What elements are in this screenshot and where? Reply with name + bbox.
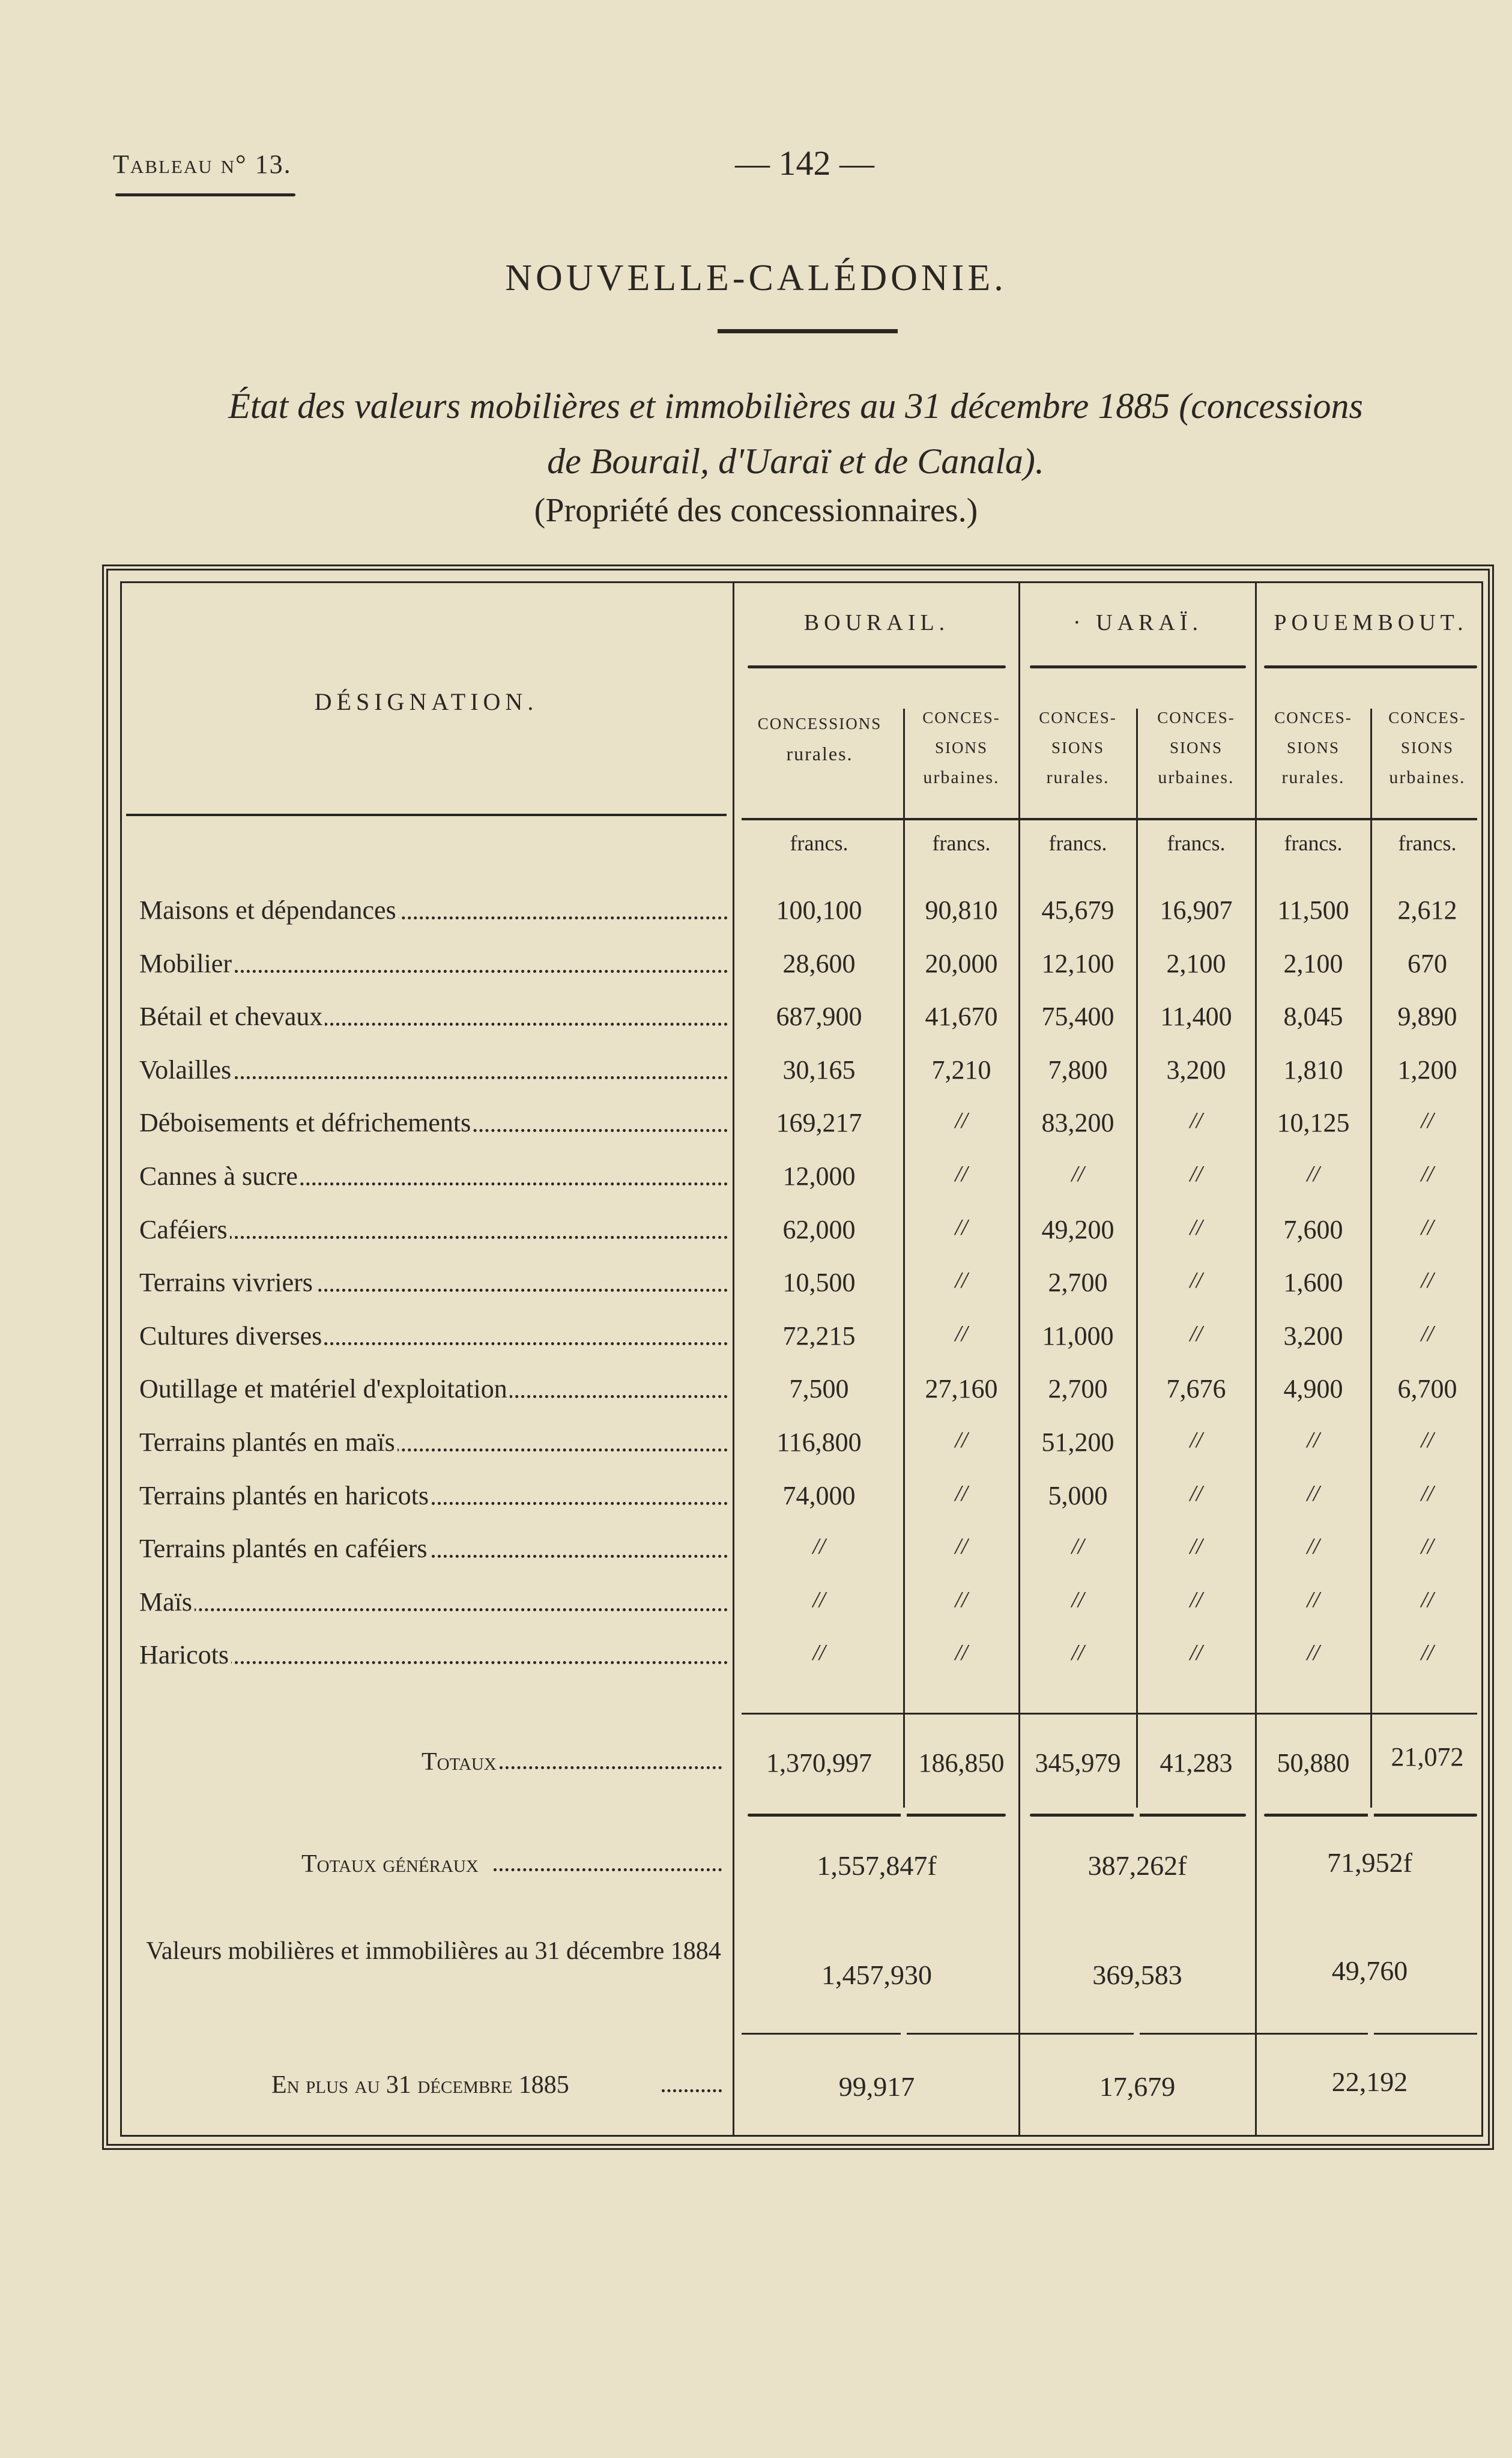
row-value: 83,200: [1041, 1108, 1114, 1137]
row-label: Terrains vivriers: [139, 1267, 728, 1298]
row-value: 7,800: [1048, 1055, 1108, 1085]
subtitle-note: (Propriété des concessionnaires.): [534, 492, 978, 529]
row-value: 4,900: [1283, 1374, 1343, 1403]
row-value: //: [1071, 1161, 1084, 1187]
row-value: //: [1071, 1587, 1084, 1612]
row-label: Outillage et matériel d'exploitation: [139, 1373, 728, 1404]
row-label: Caféiers: [139, 1214, 728, 1245]
row-value: 10,125: [1277, 1108, 1350, 1137]
row-value: 1,810: [1283, 1055, 1343, 1085]
row-value: 20,000: [925, 949, 998, 978]
row-value: //: [1190, 1215, 1203, 1240]
totaux-value: 186,850: [918, 1748, 1005, 1778]
row-value: //: [812, 1640, 826, 1665]
group-header-bourail: BOURAIL.: [803, 610, 950, 635]
row-value: //: [1421, 1108, 1434, 1133]
row-value: 3,200: [1283, 1321, 1343, 1351]
row-value: //: [955, 1108, 968, 1133]
row-value: 12,000: [782, 1161, 856, 1191]
en-plus-pouembout: 22,192: [1331, 2066, 1408, 2097]
row-label: Terrains plantés en caféiers: [139, 1533, 728, 1564]
uarai-pouembout-divider: [1255, 583, 1257, 2135]
en-plus-uarai: 17,679: [1099, 2071, 1176, 2102]
row-value: 2,700: [1048, 1374, 1108, 1403]
row-label: Haricots: [139, 1639, 728, 1670]
row-value: //: [955, 1427, 968, 1453]
subheader-uarai-urbaines: CONCES- SIONS urbaines.: [1157, 709, 1235, 787]
row-value: 45,679: [1041, 895, 1114, 925]
row-value: 11,500: [1277, 895, 1349, 925]
group-header-uarai: · UARAÏ.: [1073, 610, 1203, 635]
row-label: Cultures diverses: [139, 1321, 728, 1351]
bourail-total-brace: [748, 1814, 1006, 1817]
row-value: 7,210: [931, 1055, 991, 1085]
row-label: Volailles: [139, 1055, 728, 1085]
totaux-value: 1,370,997: [766, 1748, 872, 1778]
totaux-value: 21,072: [1391, 1742, 1464, 1772]
row-value: //: [1421, 1587, 1434, 1612]
unit-label: francs.: [1048, 831, 1107, 855]
subheader-uarai-rurales: CONCES- SIONS rurales.: [1039, 709, 1117, 787]
row-value: //: [1307, 1481, 1320, 1506]
row-value: //: [1421, 1161, 1434, 1187]
totaux-generaux-bourail: 1,557,847f: [817, 1850, 937, 1881]
page-number: — 142 —: [735, 144, 874, 183]
bourail-brace: [748, 665, 1006, 668]
row-value: 7,676: [1166, 1374, 1226, 1403]
row-value: //: [1421, 1427, 1434, 1453]
row-value: //: [955, 1534, 968, 1559]
row-value: //: [1071, 1534, 1084, 1559]
row-value: 8,045: [1283, 1002, 1343, 1031]
row-value: 11,000: [1042, 1321, 1114, 1351]
row-value: //: [1307, 1161, 1320, 1187]
header-bottom-rule-values: [742, 818, 1477, 820]
en-plus-label: En plus au 31 décembre 1885: [139, 2071, 728, 2099]
row-value: //: [1071, 1640, 1084, 1665]
table-number: Tableau n° 13.: [113, 150, 292, 179]
row-value: //: [955, 1481, 968, 1506]
header-rule: [115, 193, 295, 196]
title-rule: [718, 329, 898, 333]
row-value: //: [1307, 1534, 1320, 1559]
row-label: Déboisements et défrichements: [139, 1107, 728, 1138]
row-value: 2,100: [1166, 949, 1226, 978]
row-value: 10,500: [782, 1268, 856, 1297]
row-value: //: [1190, 1161, 1203, 1187]
row-value: //: [955, 1587, 968, 1612]
row-value: 1,600: [1283, 1268, 1343, 1297]
row-value: 9,890: [1397, 1002, 1457, 1031]
group-header-pouembout: POUEMBOUT.: [1274, 610, 1468, 635]
row-value: 1,200: [1397, 1055, 1457, 1085]
row-value: 90,810: [925, 895, 998, 925]
row-label: Maisons et dépendances: [139, 895, 728, 925]
row-value: //: [1421, 1640, 1434, 1665]
row-value: //: [955, 1268, 968, 1293]
row-value: //: [955, 1640, 968, 1665]
document-title: NOUVELLE-CALÉDONIE.: [505, 258, 1007, 298]
totaux-generaux-label: Totaux généraux: [139, 1850, 728, 1878]
row-value: 2,612: [1397, 895, 1457, 925]
unit-label: francs.: [1284, 831, 1343, 855]
row-value: 27,160: [925, 1374, 998, 1403]
row-value: 16,907: [1160, 895, 1233, 925]
row-value: //: [1421, 1534, 1434, 1559]
document-subtitle: [150, 378, 1441, 489]
row-value: //: [1190, 1268, 1203, 1293]
row-value: 74,000: [782, 1481, 856, 1510]
unit-label: francs.: [790, 831, 848, 855]
totaux-value: 345,979: [1035, 1748, 1121, 1778]
row-value: 2,700: [1048, 1268, 1108, 1297]
row-value: //: [1190, 1534, 1203, 1559]
row-label: Cannes à sucre: [139, 1161, 728, 1191]
designation-header: DÉSIGNATION.: [314, 688, 539, 715]
row-value: 28,600: [782, 949, 856, 978]
unit-label: francs.: [1167, 831, 1226, 855]
row-value: 72,215: [782, 1321, 856, 1351]
row-value: 11,400: [1160, 1002, 1232, 1031]
bourail-uarai-divider: [1018, 583, 1020, 2135]
subtitle-line-1: État des valeurs mobilières et immobilières au 31 décembre 1885 (concessions: [228, 386, 1363, 426]
row-value: //: [1190, 1587, 1203, 1612]
unit-label: francs.: [932, 831, 991, 855]
valeurs-1884-label: Valeurs mobilières et immobilières au 31 décembre 1884: [146, 1937, 721, 1965]
row-value: //: [1190, 1481, 1203, 1506]
row-value: 75,400: [1041, 1002, 1114, 1031]
row-label: Bétail et chevaux: [139, 1001, 728, 1032]
row-value: //: [1190, 1108, 1203, 1133]
row-value: //: [955, 1161, 968, 1187]
row-value: 687,900: [776, 1002, 862, 1031]
row-value: 116,800: [776, 1427, 862, 1457]
row-value: //: [1421, 1481, 1434, 1506]
row-value: 7,500: [789, 1374, 849, 1403]
row-value: 2,100: [1283, 949, 1343, 978]
totaux-label: Totaux: [139, 1748, 728, 1776]
totals-top-rule: [742, 1713, 1477, 1715]
subtitle-line-2: de Bourail, d'Uaraï et de Canala).: [547, 441, 1044, 481]
row-value: 100,100: [776, 895, 862, 925]
row-value: 670: [1408, 949, 1447, 978]
totaux-generaux-pouembout: 71,952f: [1327, 1847, 1412, 1878]
valeurs-1884-pouembout: 49,760: [1331, 1955, 1408, 1986]
row-label: Maïs: [139, 1587, 728, 1617]
row-value: //: [955, 1321, 968, 1346]
row-value: 49,200: [1041, 1215, 1114, 1244]
pouembout-brace: [1264, 665, 1477, 668]
row-value: 7,600: [1283, 1215, 1343, 1244]
row-value: //: [1307, 1587, 1320, 1612]
valeurs-1884-uarai: 369,583: [1092, 1960, 1182, 1990]
valeurs-1884-bourail: 1,457,930: [821, 1960, 932, 1990]
en-plus-top-rule: [742, 2033, 1477, 2035]
row-value: 30,165: [782, 1055, 856, 1085]
subheader-pouembout-urbaines: CONCES- SIONS urbaines.: [1388, 709, 1466, 787]
unit-label: francs.: [1398, 831, 1457, 855]
totaux-value: 50,880: [1277, 1748, 1350, 1778]
subheader-pouembout-rurales: CONCES- SIONS rurales.: [1274, 709, 1352, 787]
designation-divider: [733, 583, 734, 2135]
row-value: 3,200: [1166, 1055, 1226, 1085]
row-value: 51,200: [1041, 1427, 1114, 1457]
row-value: //: [812, 1534, 826, 1559]
row-value: 41,670: [925, 1002, 998, 1031]
row-value: //: [1421, 1321, 1434, 1346]
row-value: //: [1307, 1640, 1320, 1665]
row-label: Mobilier: [139, 948, 728, 979]
row-value: //: [1190, 1321, 1203, 1346]
en-plus-bourail: 99,917: [838, 2071, 915, 2102]
row-value: 62,000: [782, 1215, 856, 1244]
row-value: //: [812, 1587, 826, 1612]
row-label: Terrains plantés en maïs: [139, 1427, 728, 1458]
row-label: Terrains plantés en haricots: [139, 1480, 728, 1511]
row-value: //: [1190, 1640, 1203, 1665]
subheader-bourail-urbaines: CONCES- SIONS urbaines.: [922, 709, 1000, 787]
totaux-generaux-uarai: 387,262f: [1087, 1850, 1187, 1881]
row-value: //: [1421, 1268, 1434, 1293]
header-bottom-rule: [126, 814, 727, 816]
row-value: 6,700: [1397, 1374, 1457, 1403]
row-value: //: [1421, 1215, 1434, 1240]
row-value: //: [955, 1215, 968, 1240]
subheader-bourail-rurales: CONCESSIONS rurales.: [757, 715, 882, 764]
row-value: 5,000: [1048, 1481, 1108, 1510]
row-value: //: [1307, 1427, 1320, 1453]
row-value: 169,217: [776, 1108, 862, 1137]
uarai-brace: [1030, 665, 1246, 668]
totaux-value: 41,283: [1160, 1748, 1233, 1778]
row-value: 12,100: [1041, 949, 1114, 978]
row-value: //: [1190, 1427, 1203, 1453]
